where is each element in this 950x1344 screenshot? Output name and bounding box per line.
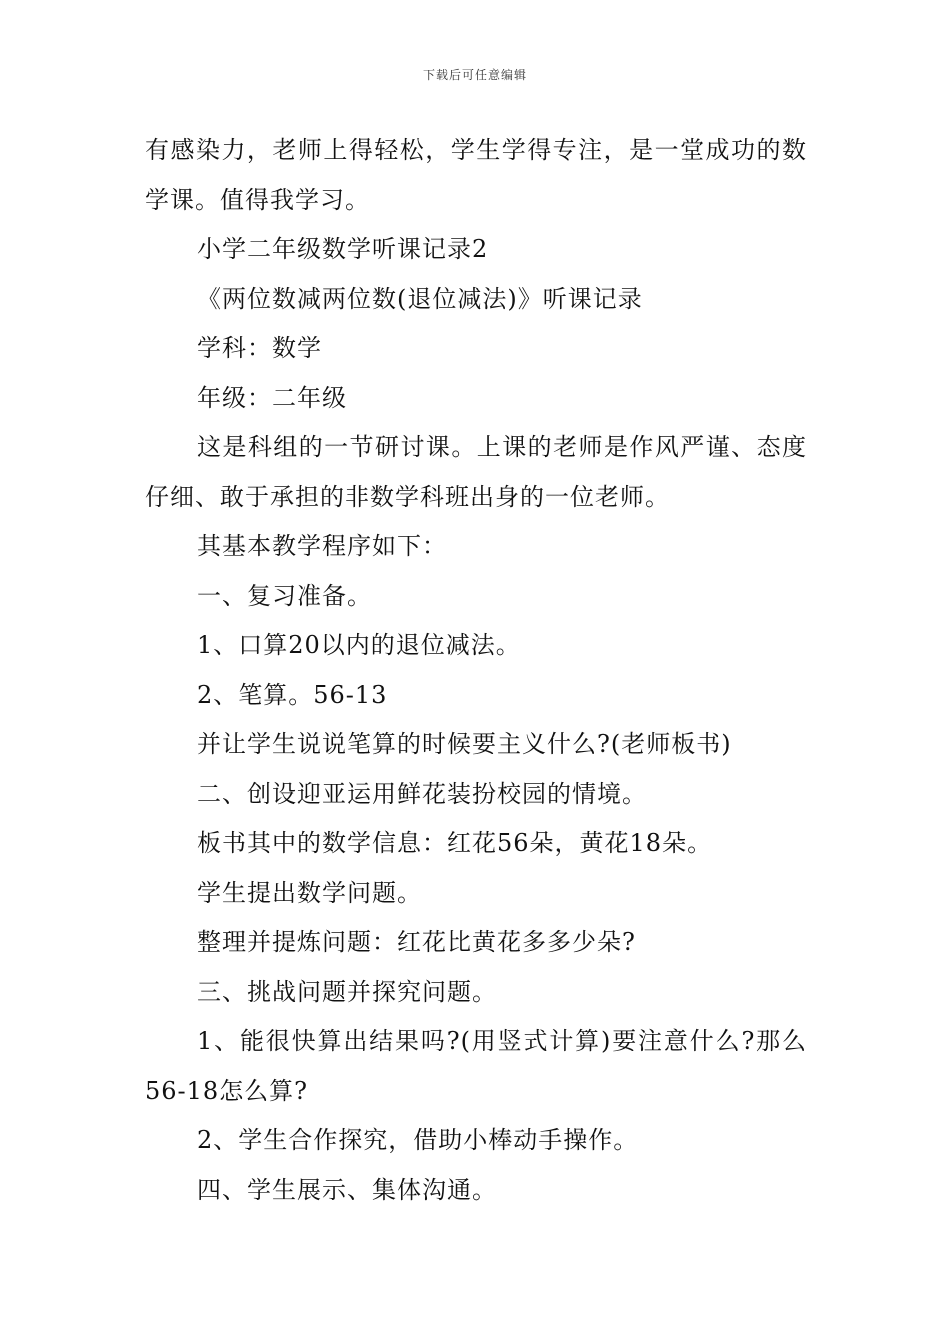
lesson-title: 《两位数减两位数(退位减法)》听课记录 [197,284,643,313]
section-title: 小学二年级数学听课记录2 [197,235,489,263]
paragraph: 并让学生说说笔算的时候要主义什么?(老师板书) [197,730,732,758]
subject-line: 学科：数学 [197,334,322,362]
document-body [145,126,807,1215]
page-header-note: 下载后可任意编辑 [422,68,527,82]
paragraph: 这是科组的一节研讨课。上课的老师是作风严谨、态度仔细、敢于承担的非数学科班出身的一位老师。 [145,433,807,511]
step-item: 1、口算20以内的退位减法。 [197,631,521,659]
step-heading: 一、复习准备。 [197,581,372,610]
paragraph: 有感染力，老师上得轻松，学生学得专注，是一堂成功的数学课。值得我学习。 [145,136,807,214]
paragraph: 学生提出数学问题。 [197,878,422,907]
step-item: 1、能很快算出结果吗?(用竖式计算)要注意什么?那么56-18怎么算? [145,1027,807,1105]
step-item: 2、学生合作探究，借助小棒动手操作。 [197,1126,639,1154]
paragraph: 整理并提炼问题：红花比黄花多多少朵? [197,928,636,956]
paragraph: 其基本教学程序如下： [197,532,447,560]
step-heading: 四、学生展示、集体沟通。 [197,1175,497,1204]
step-heading: 二、创设迎亚运用鲜花装扮校园的情境。 [197,779,647,808]
step-item: 2、笔算。56-13 [197,680,388,709]
paragraph: 板书其中的数学信息：红花56朵，黄花18朵。 [197,829,713,857]
step-heading: 三、挑战问题并探究问题。 [197,977,497,1006]
grade-line: 年级：二年级 [197,383,347,412]
